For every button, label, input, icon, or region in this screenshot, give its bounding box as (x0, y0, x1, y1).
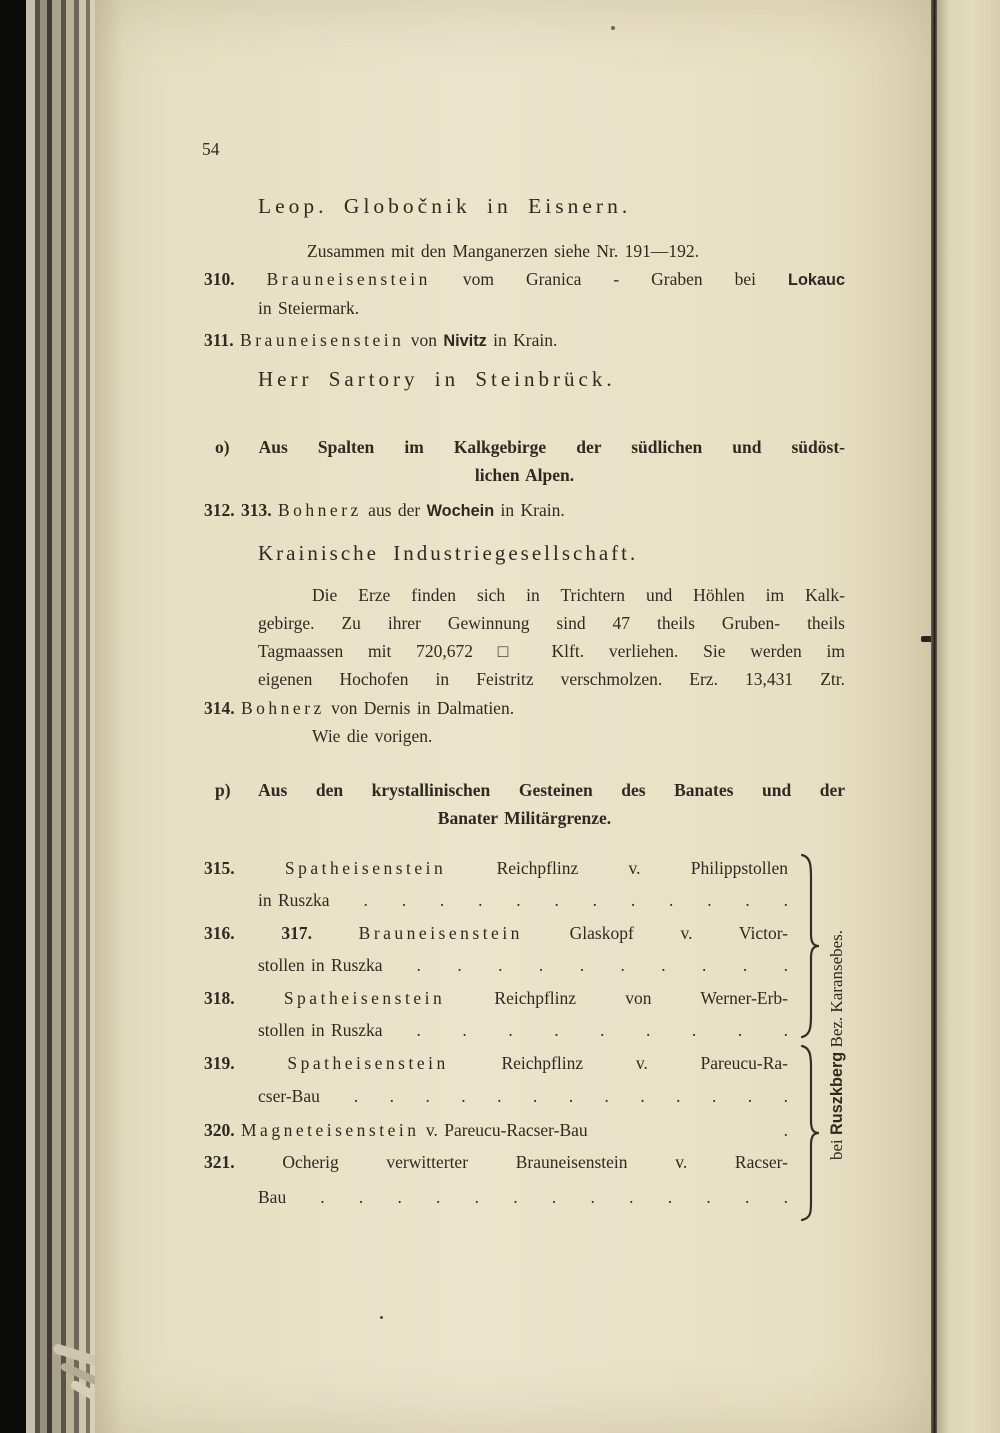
entry-316-317-line1 (204, 922, 788, 945)
margin-label-text: Bez. Karansebes. (827, 929, 846, 1052)
mineral-name: Brauneisenstein (240, 330, 405, 350)
heading-krainische: Krainische Industriegesellschaft. (258, 541, 639, 565)
entry-321-line1 (204, 1151, 788, 1174)
margin-label-bold: Ruszkberg (828, 1051, 846, 1135)
mineral-name: Spatheisenstein (284, 858, 447, 878)
entry-316-317-line2 (258, 954, 788, 977)
entry-text: v. Pareucu-Racser-Bau (425, 1120, 588, 1140)
entry-text: verwitterter Brauneisenstein v. Racser- (386, 1152, 788, 1172)
mineral-name: Bohnerz (241, 698, 325, 718)
mineral-name: Brauneisenstein (358, 923, 523, 943)
page-edge-strip (26, 0, 35, 1433)
entry-310-line1 (204, 268, 845, 291)
dot-leader: . . . . . . . . . (416, 1020, 788, 1040)
entry-number: 311. (204, 330, 234, 350)
entry-311 (204, 329, 557, 352)
entry-text: vom Granica - Graben bei (462, 269, 757, 289)
section-o-line1: o) Aus Spalten im Kalkgebirge der südlichen und südöst- (215, 437, 845, 457)
entry-number: 320. (204, 1120, 235, 1140)
entry-315-line1 (204, 857, 788, 880)
entry-number: 321. (204, 1152, 235, 1172)
entry-318-line2 (258, 1019, 788, 1042)
paragraph-line: Tagmaassen mit 720,672 □ Klft. verliehen. Sie werden im (258, 641, 845, 661)
entry-text: aus der (368, 500, 421, 520)
heading-globocnik: Leop. Globočnik in Eisnern. (258, 194, 632, 218)
mineral-name: Spatheisenstein (287, 1053, 449, 1073)
ink-speck (611, 26, 615, 30)
ink-speck (380, 1316, 383, 1319)
margin-label-text: bei (827, 1135, 846, 1161)
entry-text: Glaskopf v. Victor- (569, 923, 789, 943)
next-page-edge (937, 0, 1000, 1433)
page-edge-strip (52, 0, 61, 1433)
page-edge-strip (40, 0, 47, 1433)
entry-321-line2 (258, 1186, 788, 1209)
mineral-name: Bohnerz (278, 500, 362, 520)
entry-text: Reichpflinz von Werner-Erb- (494, 988, 789, 1008)
place-name: Nivitz (443, 332, 487, 350)
place-name: Lokauc (788, 271, 846, 289)
paragraph-line: Die Erze finden sich in Trichtern und Höhlen im Kalk- (312, 585, 845, 605)
dot-leader: . . . . . . . . . . (416, 955, 788, 975)
brace-icon (801, 853, 821, 1039)
entry-320 (204, 1119, 788, 1142)
entry-number: 318. (204, 988, 235, 1008)
section-o-line2: lichen Alpen. (474, 465, 575, 485)
entry-314 (204, 697, 514, 720)
paragraph-line: eigenen Hochofen in Feistritz verschmolzen. Erz. 13,431 Ztr. (258, 669, 845, 689)
brace-icon (801, 1044, 821, 1222)
page-number: 54 (202, 139, 220, 159)
entry-315-line2 (258, 889, 788, 912)
entry-text: in Krain. (500, 500, 565, 520)
entry-number: 316. 317. (204, 923, 312, 943)
book-page (95, 0, 933, 1433)
entry-text: stollen in Ruszka (258, 955, 383, 975)
entry-319-line2 (258, 1085, 788, 1108)
entry-text: in Ruszka (258, 890, 330, 910)
page-edge-strip (66, 0, 74, 1433)
section-p-line1: p) Aus den krystallinischen Gesteinen des Banates und der (215, 780, 845, 800)
entry-number: 314. (204, 698, 235, 718)
dot-leader: . (783, 1120, 788, 1140)
entry-312-313 (204, 499, 565, 522)
entry-text: in Krain. (493, 330, 558, 350)
mineral-name: Ocherig (282, 1152, 339, 1172)
entry-text-group (204, 1119, 588, 1142)
entry-319-line1 (204, 1052, 788, 1075)
dot-leader: . . . . . . . . . . . . . (320, 1187, 788, 1207)
entry-314-note: Wie die vorigen. (312, 726, 433, 746)
heading-sartory: Herr Sartory in Steinbrück. (258, 367, 616, 391)
entry-text: von (410, 330, 437, 350)
entry-text: von Dernis in Dalmatien. (331, 698, 515, 718)
section-p-line2: Banater Militärgrenze. (437, 808, 612, 828)
entry-310-line2: in Steiermark. (258, 298, 360, 318)
margin-annotation (827, 875, 849, 1215)
mineral-name: Spatheisenstein (283, 988, 446, 1008)
entry-318-line1 (204, 987, 788, 1010)
mineral-name: Brauneisenstein (266, 269, 431, 289)
entry-number: 312. 313. (204, 500, 272, 520)
entry-text: stollen in Ruszka (258, 1020, 383, 1040)
page-edge-strip (79, 0, 86, 1433)
entry-text: Reichpflinz v. Pareucu-Ra- (501, 1053, 789, 1073)
entry-number: 315. (204, 858, 235, 878)
note-manganerzen: Zusammen mit den Manganerzen siehe Nr. 191—192. (307, 241, 700, 261)
entry-number: 310. (204, 269, 235, 289)
entry-text: cser-Bau (258, 1086, 320, 1106)
dot-leader: . . . . . . . . . . . . . (353, 1086, 788, 1106)
dot-leader: . . . . . . . . . . . . (363, 890, 788, 910)
entry-text: Bau (258, 1187, 287, 1207)
mineral-name: Magneteisenstein (241, 1120, 420, 1140)
place-name: Wochein (426, 502, 495, 520)
paragraph-line: gebirge. Zu ihrer Gewinnung sind 47 theils Gruben- theils (258, 613, 845, 633)
entry-text: Reichpflinz v. Philippstollen (496, 858, 789, 878)
entry-number: 319. (204, 1053, 235, 1073)
